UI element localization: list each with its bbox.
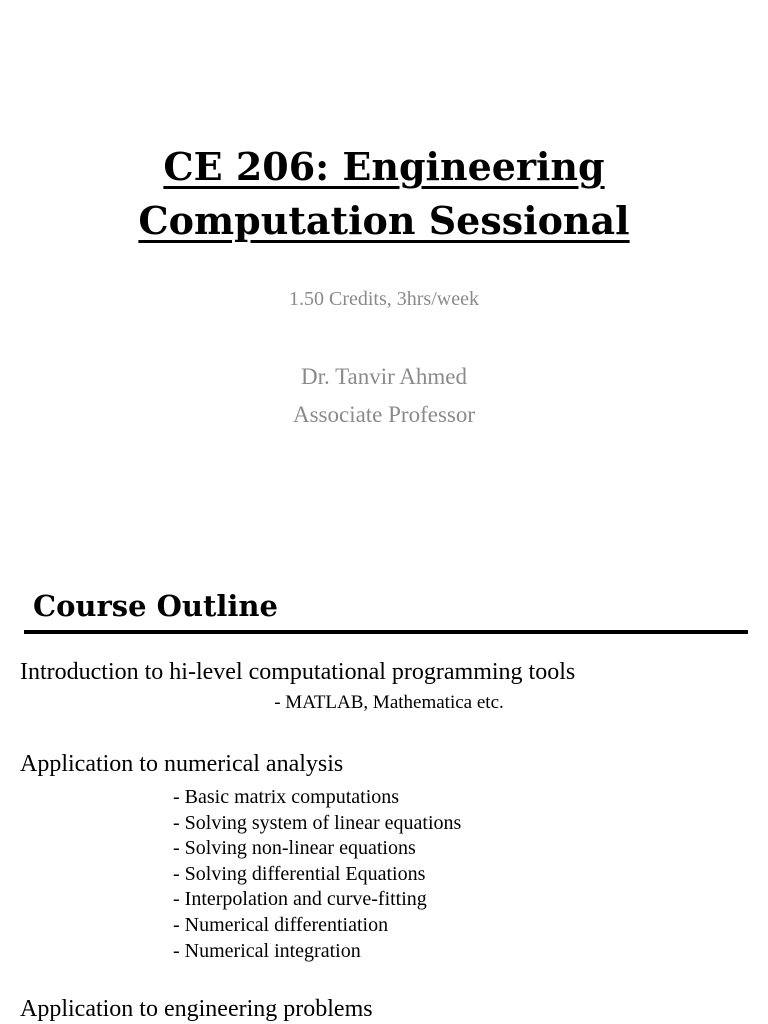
instructor-title: Associate Professor — [292, 402, 476, 427]
slide-title-line-2: Computation Sessional — [138, 198, 630, 243]
section-title-programming-tools: Introduction to hi-level computational programming tools — [20, 659, 576, 685]
list-item: - Solving non-linear equations — [173, 837, 416, 860]
list-item: - Solving system of linear equations — [173, 811, 462, 834]
list-item: - Numerical integration — [173, 939, 361, 962]
outline-heading: Course Outline — [33, 589, 278, 623]
list-item: - Interpolation and curve-fitting — [173, 888, 427, 911]
list-item: - Basic matrix computations — [173, 786, 400, 808]
heading-divider — [24, 630, 748, 634]
section-title-numerical-analysis: Application to numerical analysis — [20, 751, 344, 777]
numerical-analysis-list — [173, 785, 461, 964]
slide-title-line-1: CE 206: Engineering — [163, 144, 605, 189]
credits-text: 1.50 Credits, 3hrs/week — [289, 288, 479, 310]
section-item-programming-tools: - MATLAB, Mathematica etc. — [274, 692, 504, 713]
slide-title — [0, 140, 768, 248]
list-item: - Numerical differentiation — [173, 913, 389, 936]
list-item: - Solving differential Equations — [173, 862, 426, 885]
instructor-name: Dr. Tanvir Ahmed — [301, 364, 467, 389]
section-title-engineering-problems: Application to engineering problems — [20, 996, 373, 1022]
